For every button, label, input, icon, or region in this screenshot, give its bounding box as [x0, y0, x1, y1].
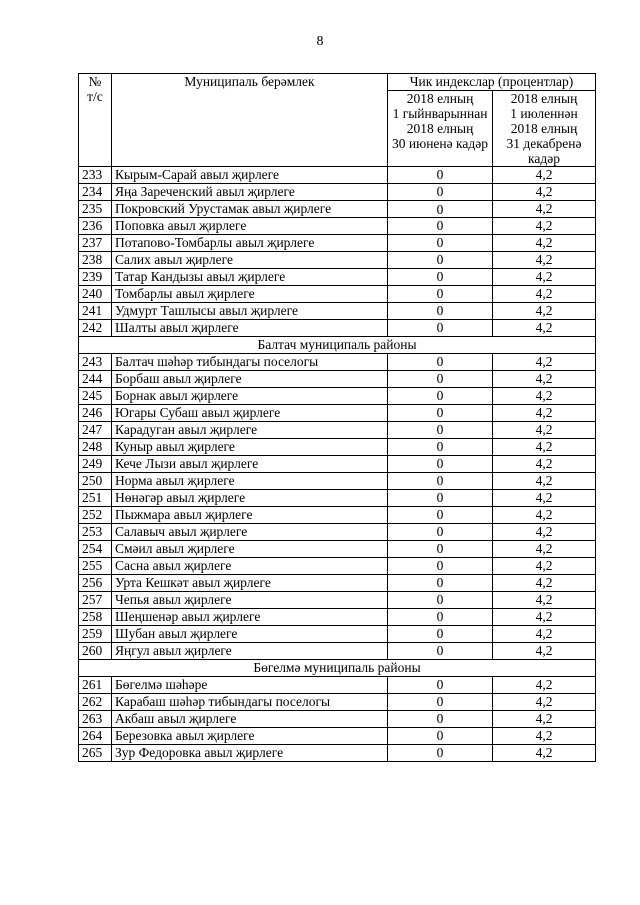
row-value-b: 4,2	[493, 320, 596, 337]
table-row	[79, 677, 596, 694]
row-number: 256	[79, 575, 112, 592]
table-row	[79, 252, 596, 269]
table-row	[79, 728, 596, 745]
table-row	[79, 456, 596, 473]
row-name: Смәил авыл җирлеге	[112, 541, 388, 558]
table-row	[79, 235, 596, 252]
table-row	[79, 201, 596, 218]
row-value-a: 0	[388, 558, 493, 575]
row-name: Борбаш авыл җирлеге	[112, 371, 388, 388]
header-period-a: 2018 елның 1 гыйнварыннан 2018 елның 30 июненә кадәр	[388, 91, 493, 167]
table-row	[79, 558, 596, 575]
row-number: 254	[79, 541, 112, 558]
row-value-a: 0	[388, 269, 493, 286]
row-number: 234	[79, 184, 112, 201]
row-value-a: 0	[388, 507, 493, 524]
row-number: 243	[79, 354, 112, 371]
row-name: Югары Субаш авыл җирлеге	[112, 405, 388, 422]
row-number: 264	[79, 728, 112, 745]
row-name: Шубан авыл җирлеге	[112, 626, 388, 643]
row-value-b: 4,2	[493, 592, 596, 609]
row-number: 265	[79, 745, 112, 762]
row-number: 261	[79, 677, 112, 694]
row-value-a: 0	[388, 524, 493, 541]
row-value-b: 4,2	[493, 405, 596, 422]
row-name: Акбаш авыл җирлеге	[112, 711, 388, 728]
row-number: 235	[79, 201, 112, 218]
row-value-b: 4,2	[493, 235, 596, 252]
row-number: 237	[79, 235, 112, 252]
row-value-b: 4,2	[493, 269, 596, 286]
row-value-b: 4,2	[493, 711, 596, 728]
row-name: Карабаш шәһәр тибындагы поселогы	[112, 694, 388, 711]
row-value-a: 0	[388, 728, 493, 745]
section-title: Балтач муниципаль районы	[79, 337, 596, 354]
row-value-b: 4,2	[493, 371, 596, 388]
row-number: 241	[79, 303, 112, 320]
row-value-b: 4,2	[493, 201, 596, 218]
header-period-b: 2018 елның 1 июленнән 2018 елның 31 декабренә кадәр	[493, 91, 596, 167]
row-value-b: 4,2	[493, 626, 596, 643]
row-name: Салих авыл җирлеге	[112, 252, 388, 269]
row-number: 258	[79, 609, 112, 626]
table-row	[79, 422, 596, 439]
row-value-b: 4,2	[493, 694, 596, 711]
row-value-b: 4,2	[493, 541, 596, 558]
row-number: 242	[79, 320, 112, 337]
table-row	[79, 626, 596, 643]
row-number: 263	[79, 711, 112, 728]
table-row	[79, 507, 596, 524]
row-value-b: 4,2	[493, 677, 596, 694]
row-value-a: 0	[388, 388, 493, 405]
row-number: 239	[79, 269, 112, 286]
row-number: 257	[79, 592, 112, 609]
row-name: Яңа Зареченский авыл җирлеге	[112, 184, 388, 201]
row-value-a: 0	[388, 218, 493, 235]
row-value-b: 4,2	[493, 439, 596, 456]
row-number: 255	[79, 558, 112, 575]
row-value-b: 4,2	[493, 575, 596, 592]
table-body	[79, 74, 596, 762]
row-value-b: 4,2	[493, 422, 596, 439]
table-row	[79, 745, 596, 762]
row-value-b: 4,2	[493, 490, 596, 507]
row-value-a: 0	[388, 575, 493, 592]
table-row	[79, 643, 596, 660]
table-row	[79, 269, 596, 286]
row-value-a: 0	[388, 422, 493, 439]
table-row	[79, 609, 596, 626]
row-value-b: 4,2	[493, 524, 596, 541]
row-value-b: 4,2	[493, 473, 596, 490]
row-number: 245	[79, 388, 112, 405]
row-number: 246	[79, 405, 112, 422]
row-value-a: 0	[388, 490, 493, 507]
row-value-b: 4,2	[493, 218, 596, 235]
row-name: Томбарлы авыл җирлеге	[112, 286, 388, 303]
row-name: Салавыч авыл җирлеге	[112, 524, 388, 541]
row-value-a: 0	[388, 609, 493, 626]
row-name: Шалты авыл җирлеге	[112, 320, 388, 337]
row-value-b: 4,2	[493, 745, 596, 762]
table-row	[79, 439, 596, 456]
table-row	[79, 405, 596, 422]
table-row	[79, 303, 596, 320]
row-value-a: 0	[388, 592, 493, 609]
row-value-b: 4,2	[493, 303, 596, 320]
row-name: Борнак авыл җирлеге	[112, 388, 388, 405]
row-number: 251	[79, 490, 112, 507]
row-number: 260	[79, 643, 112, 660]
table-row	[79, 694, 596, 711]
table-row	[79, 711, 596, 728]
table-row	[79, 371, 596, 388]
row-value-a: 0	[388, 473, 493, 490]
row-name: Потапово-Томбарлы авыл җирлеге	[112, 235, 388, 252]
row-value-a: 0	[388, 711, 493, 728]
table-row	[79, 218, 596, 235]
row-value-b: 4,2	[493, 388, 596, 405]
row-value-a: 0	[388, 286, 493, 303]
row-number: 262	[79, 694, 112, 711]
header-num: № т/с	[79, 74, 112, 167]
row-value-a: 0	[388, 354, 493, 371]
header-row-top	[79, 74, 596, 91]
row-name: Пыжмара авыл җирлеге	[112, 507, 388, 524]
row-value-a: 0	[388, 320, 493, 337]
row-value-a: 0	[388, 167, 493, 184]
table-row	[79, 167, 596, 184]
header-name: Муниципаль берәмлек	[112, 74, 388, 167]
row-name: Яңгул авыл җирлеге	[112, 643, 388, 660]
table-row	[79, 490, 596, 507]
row-name: Поповка авыл җирлеге	[112, 218, 388, 235]
row-value-a: 0	[388, 405, 493, 422]
row-value-b: 4,2	[493, 558, 596, 575]
table-row	[79, 524, 596, 541]
row-value-a: 0	[388, 456, 493, 473]
row-name: Урта Кешкәт авыл җирлеге	[112, 575, 388, 592]
row-name: Сасна авыл җирлеге	[112, 558, 388, 575]
row-name: Шеңшенәр авыл җирлеге	[112, 609, 388, 626]
indices-table	[78, 73, 596, 762]
row-number: 240	[79, 286, 112, 303]
row-name: Бөгелмә шәһәре	[112, 677, 388, 694]
table-row	[79, 286, 596, 303]
row-value-a: 0	[388, 252, 493, 269]
row-value-b: 4,2	[493, 252, 596, 269]
table-row	[79, 575, 596, 592]
table-row	[79, 541, 596, 558]
row-value-b: 4,2	[493, 286, 596, 303]
row-name: Березовка авыл җирлеге	[112, 728, 388, 745]
row-value-b: 4,2	[493, 167, 596, 184]
row-value-b: 4,2	[493, 609, 596, 626]
header-group: Чик индекслар (процентлар)	[388, 74, 596, 91]
row-value-a: 0	[388, 184, 493, 201]
row-name: Норма авыл җирлеге	[112, 473, 388, 490]
row-name: Покровский Урустамак авыл җирлеге	[112, 201, 388, 218]
row-value-b: 4,2	[493, 643, 596, 660]
row-number: 253	[79, 524, 112, 541]
row-name: Зур Федоровка авыл җирлеге	[112, 745, 388, 762]
row-name: Чепья авыл җирлеге	[112, 592, 388, 609]
table-row	[79, 320, 596, 337]
row-value-a: 0	[388, 201, 493, 218]
table-row	[79, 592, 596, 609]
row-name: Карадуган авыл җирлеге	[112, 422, 388, 439]
table-row	[79, 354, 596, 371]
row-value-a: 0	[388, 745, 493, 762]
row-value-b: 4,2	[493, 456, 596, 473]
row-value-b: 4,2	[493, 184, 596, 201]
row-number: 247	[79, 422, 112, 439]
row-name: Кырым-Сарай авыл җирлеге	[112, 167, 388, 184]
row-value-b: 4,2	[493, 354, 596, 371]
row-value-a: 0	[388, 235, 493, 252]
row-name: Нөнәгәр авыл җирлеге	[112, 490, 388, 507]
row-value-b: 4,2	[493, 507, 596, 524]
row-number: 252	[79, 507, 112, 524]
row-value-a: 0	[388, 626, 493, 643]
row-value-a: 0	[388, 677, 493, 694]
row-value-a: 0	[388, 303, 493, 320]
row-name: Кече Лызи авыл җирлеге	[112, 456, 388, 473]
row-number: 244	[79, 371, 112, 388]
row-number: 248	[79, 439, 112, 456]
section-row	[79, 660, 596, 677]
row-value-a: 0	[388, 643, 493, 660]
row-number: 238	[79, 252, 112, 269]
row-number: 233	[79, 167, 112, 184]
row-number: 259	[79, 626, 112, 643]
row-value-a: 0	[388, 439, 493, 456]
section-row	[79, 337, 596, 354]
row-number: 249	[79, 456, 112, 473]
row-number: 236	[79, 218, 112, 235]
row-name: Куныр авыл җирлеге	[112, 439, 388, 456]
section-title: Бөгелмә муниципаль районы	[79, 660, 596, 677]
row-name: Татар Кандызы авыл җирлеге	[112, 269, 388, 286]
row-name: Удмурт Ташлысы авыл җирлеге	[112, 303, 388, 320]
row-value-b: 4,2	[493, 728, 596, 745]
page-number: 8	[316, 34, 324, 49]
row-number: 250	[79, 473, 112, 490]
table-row	[79, 473, 596, 490]
row-value-a: 0	[388, 371, 493, 388]
row-value-a: 0	[388, 694, 493, 711]
row-value-a: 0	[388, 541, 493, 558]
table-row	[79, 184, 596, 201]
table-row	[79, 388, 596, 405]
row-name: Балтач шәһәр тибындагы поселогы	[112, 354, 388, 371]
